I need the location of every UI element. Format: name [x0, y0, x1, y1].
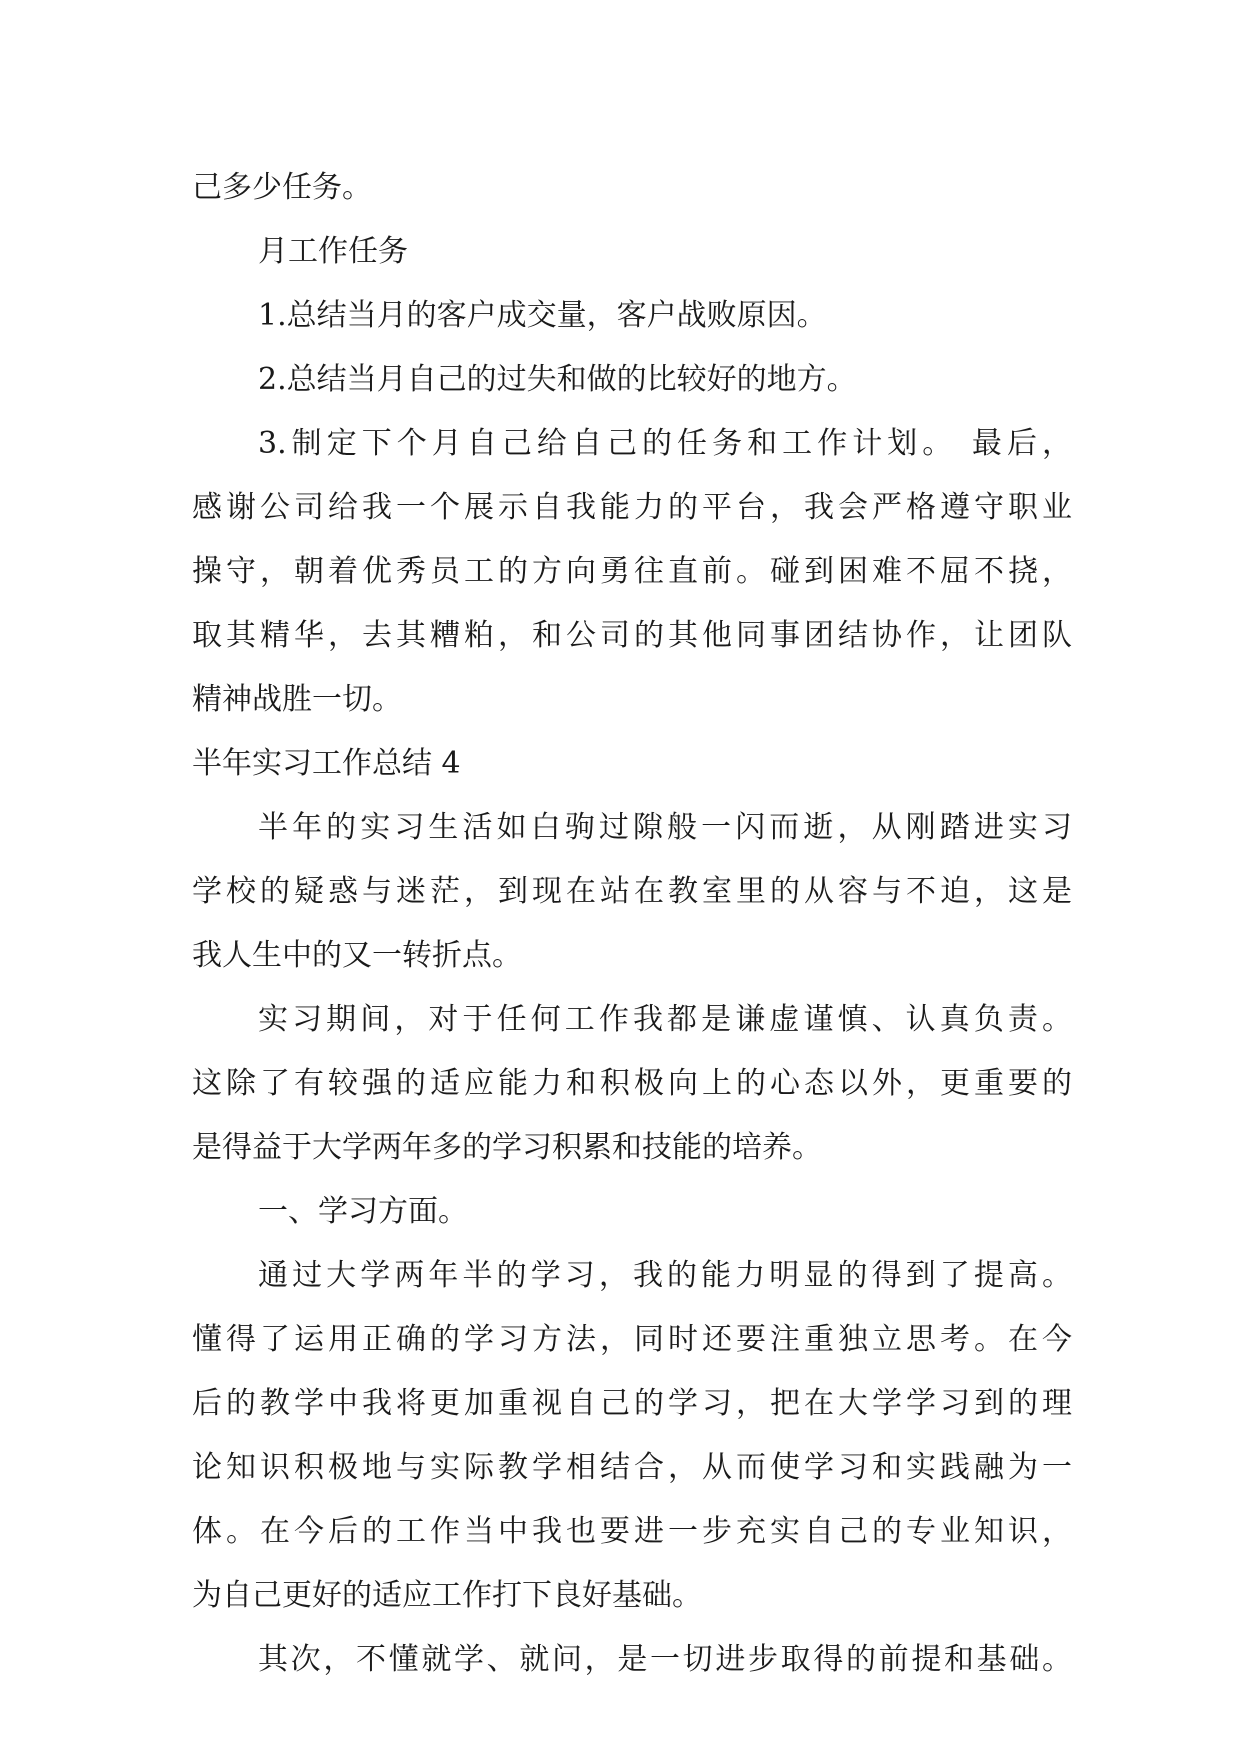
text-line: 操守，朝着优秀员工的方向勇往直前。碰到困难不屈不挠， [192, 554, 1072, 589]
text-line: 为自己更好的适应工作打下良好基础。 [192, 1578, 702, 1613]
section-title-text: 半年实习工作总结 4 [192, 746, 461, 781]
text-line: 体。在今后的工作当中我也要进一步充实自己的专业知识， [192, 1514, 1072, 1549]
text-line: 学校的疑惑与迷茫，到现在站在教室里的从容与不迫，这是 [192, 874, 1072, 909]
paragraph-item-3 [192, 412, 1072, 732]
text-line: 月工作任务 [258, 234, 408, 269]
paragraph-study-heading [192, 1180, 1072, 1244]
paragraph-monthly-tasks-heading [192, 220, 1072, 284]
paragraph-item-2 [192, 348, 1072, 412]
text-line: 通过大学两年半的学习，我的能力明显的得到了提高。 [258, 1258, 1072, 1293]
text-line: 己多少任务。 [192, 170, 372, 205]
text-line: 感谢公司给我一个展示自我能力的平台，我会严格遵守职业 [192, 490, 1072, 525]
paragraph-internship-period [192, 988, 1072, 1180]
text-line: 实习期间，对于任何工作我都是谦虚谨慎、认真负责。 [258, 1002, 1072, 1037]
text-line: 懂得了运用正确的学习方法，同时还要注重独立思考。在今 [192, 1322, 1072, 1357]
text-line: 论知识积极地与实际教学相结合，从而使学习和实践融为一 [192, 1450, 1072, 1485]
text-line: 1.总结当月的客户成交量，客户战败原因。 [258, 298, 827, 333]
section-title [192, 732, 1072, 796]
text-line: 这除了有较强的适应能力和积极向上的心态以外，更重要的 [192, 1066, 1072, 1101]
paragraph-intro [192, 796, 1072, 988]
text-line: 其次，不懂就学、就问，是一切进步取得的前提和基础。 [258, 1642, 1072, 1677]
text-line: 一、学习方面。 [258, 1194, 468, 1229]
text-line: 我人生中的又一转折点。 [192, 938, 522, 973]
text-line: 是得益于大学两年多的学习积累和技能的培养。 [192, 1130, 822, 1165]
text-line: 后的教学中我将更加重视自己的学习，把在大学学习到的理 [192, 1386, 1072, 1421]
text-line: 2.总结当月自己的过失和做的比较好的地方。 [258, 362, 857, 397]
paragraph-secondly [192, 1628, 1072, 1692]
paragraph-study-body [192, 1244, 1072, 1628]
text-line: 3.制定下个月自己给自己的任务和工作计划。 最后， [258, 426, 1072, 461]
paragraph-item-1 [192, 284, 1072, 348]
text-line: 取其精华，去其糟粕，和公司的其他同事团结协作，让团队 [192, 618, 1072, 653]
paragraph-continuation [192, 156, 1072, 220]
text-line: 半年的实习生活如白驹过隙般一闪而逝，从刚踏进实习 [258, 810, 1072, 845]
text-line: 精神战胜一切。 [192, 682, 402, 717]
document-body [192, 156, 1072, 1692]
